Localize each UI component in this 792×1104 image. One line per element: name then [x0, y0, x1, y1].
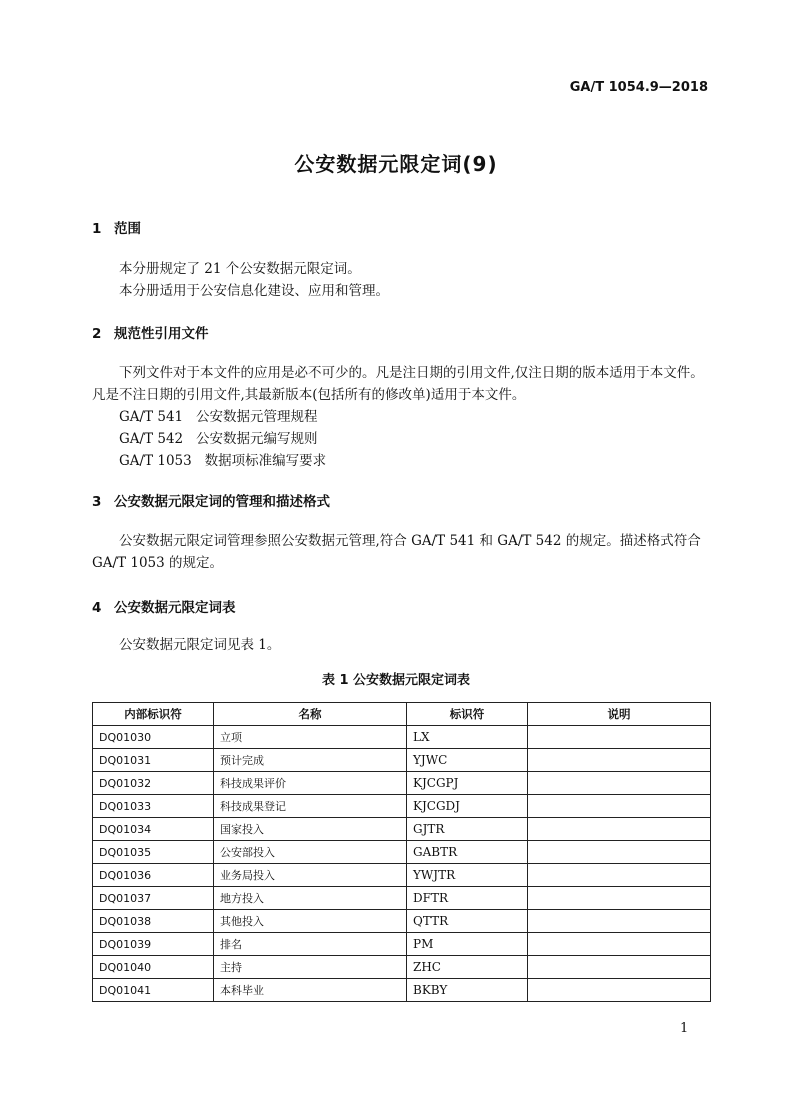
cell-notes	[528, 910, 711, 933]
cell-name: 本科毕业	[214, 979, 407, 1002]
table-row	[93, 726, 711, 749]
table-row	[93, 818, 711, 841]
table-row	[93, 749, 711, 772]
cell-internal-id: DQ01037	[93, 887, 214, 910]
cell-internal-id: DQ01041	[93, 979, 214, 1002]
section-number: 2	[92, 326, 102, 342]
cell-identifier: ZHC	[407, 956, 528, 979]
table-row	[93, 841, 711, 864]
paragraph: 本分册适用于公安信息化建设、应用和管理。	[119, 283, 389, 299]
section-number: 4	[92, 600, 102, 616]
section-title: 公安数据元限定词表	[114, 600, 236, 616]
section-2-heading	[92, 322, 209, 342]
section-2-body	[92, 362, 710, 472]
section-4-heading	[92, 596, 236, 616]
table-header-row	[93, 703, 711, 726]
table-row	[93, 979, 711, 1002]
reference-item: GA/T 541 公安数据元管理规程	[119, 409, 318, 425]
table-row	[93, 887, 711, 910]
table-caption: 表 1 公安数据元限定词表	[321, 673, 471, 688]
section-title: 规范性引用文件	[114, 326, 209, 342]
section-number: 3	[92, 494, 102, 510]
cell-internal-id: DQ01033	[93, 795, 214, 818]
table-row	[93, 772, 711, 795]
standard-code: GA/T 1054.9—2018	[569, 80, 708, 95]
reference-item: GA/T 542 公安数据元编写规则	[119, 431, 318, 447]
cell-notes	[528, 795, 711, 818]
cell-name: 地方投入	[214, 887, 407, 910]
cell-notes	[528, 726, 711, 749]
cell-internal-id: DQ01030	[93, 726, 214, 749]
cell-identifier: KJCGDJ	[407, 795, 528, 818]
paragraph: 下列文件对于本文件的应用是必不可少的。凡是注日期的引用文件,仅注日期的版本适用于本文件。凡是不注日期的引用文件,其最新版本(包括所有的修改单)适用于本文件。	[92, 365, 704, 403]
column-header-notes: 说明	[528, 703, 711, 726]
document-title: 公安数据元限定词(9)	[294, 152, 498, 176]
table-row	[93, 864, 711, 887]
cell-notes	[528, 772, 711, 795]
section-1-body	[92, 258, 710, 302]
cell-name: 排名	[214, 933, 407, 956]
cell-internal-id: DQ01036	[93, 864, 214, 887]
section-3-body	[92, 530, 710, 574]
cell-identifier: GJTR	[407, 818, 528, 841]
cell-identifier: YWJTR	[407, 864, 528, 887]
cell-notes	[528, 841, 711, 864]
column-header-internal-id: 内部标识符	[93, 703, 214, 726]
cell-identifier: GABTR	[407, 841, 528, 864]
column-header-name: 名称	[214, 703, 407, 726]
paragraph: 本分册规定了 21 个公安数据元限定词。	[119, 261, 361, 277]
section-1-heading	[92, 217, 141, 237]
cell-internal-id: DQ01038	[93, 910, 214, 933]
page-number: 1	[680, 1021, 689, 1036]
cell-internal-id: DQ01034	[93, 818, 214, 841]
cell-name: 业务局投入	[214, 864, 407, 887]
cell-notes	[528, 956, 711, 979]
cell-notes	[528, 749, 711, 772]
cell-internal-id: DQ01039	[93, 933, 214, 956]
table-row	[93, 795, 711, 818]
cell-name: 主持	[214, 956, 407, 979]
paragraph: 公安数据元限定词见表 1。	[119, 637, 281, 653]
section-4-body	[92, 634, 710, 656]
column-header-identifier: 标识符	[407, 703, 528, 726]
cell-identifier: BKBY	[407, 979, 528, 1002]
table-row	[93, 956, 711, 979]
section-title: 公安数据元限定词的管理和描述格式	[114, 494, 330, 510]
cell-notes	[528, 933, 711, 956]
cell-internal-id: DQ01031	[93, 749, 214, 772]
cell-identifier: QTTR	[407, 910, 528, 933]
cell-internal-id: DQ01040	[93, 956, 214, 979]
qualifier-table	[92, 702, 711, 1002]
section-3-heading	[92, 490, 330, 510]
cell-notes	[528, 979, 711, 1002]
table-row	[93, 933, 711, 956]
cell-internal-id: DQ01035	[93, 841, 214, 864]
section-number: 1	[92, 221, 102, 237]
section-title: 范围	[114, 221, 141, 237]
cell-notes	[528, 818, 711, 841]
cell-identifier: DFTR	[407, 887, 528, 910]
cell-name: 科技成果登记	[214, 795, 407, 818]
cell-name: 科技成果评价	[214, 772, 407, 795]
cell-name: 立项	[214, 726, 407, 749]
cell-internal-id: DQ01032	[93, 772, 214, 795]
cell-name: 其他投入	[214, 910, 407, 933]
cell-notes	[528, 887, 711, 910]
cell-identifier: PM	[407, 933, 528, 956]
cell-name: 公安部投入	[214, 841, 407, 864]
reference-item: GA/T 1053 数据项标准编写要求	[119, 453, 327, 469]
cell-identifier: LX	[407, 726, 528, 749]
cell-identifier: KJCGPJ	[407, 772, 528, 795]
cell-name: 预计完成	[214, 749, 407, 772]
table-row	[93, 910, 711, 933]
paragraph: 公安数据元限定词管理参照公安数据元管理,符合 GA/T 541 和 GA/T 542 的规定。描述格式符合 GA/T 1053 的规定。	[92, 533, 701, 571]
cell-identifier: YJWC	[407, 749, 528, 772]
cell-notes	[528, 864, 711, 887]
cell-name: 国家投入	[214, 818, 407, 841]
